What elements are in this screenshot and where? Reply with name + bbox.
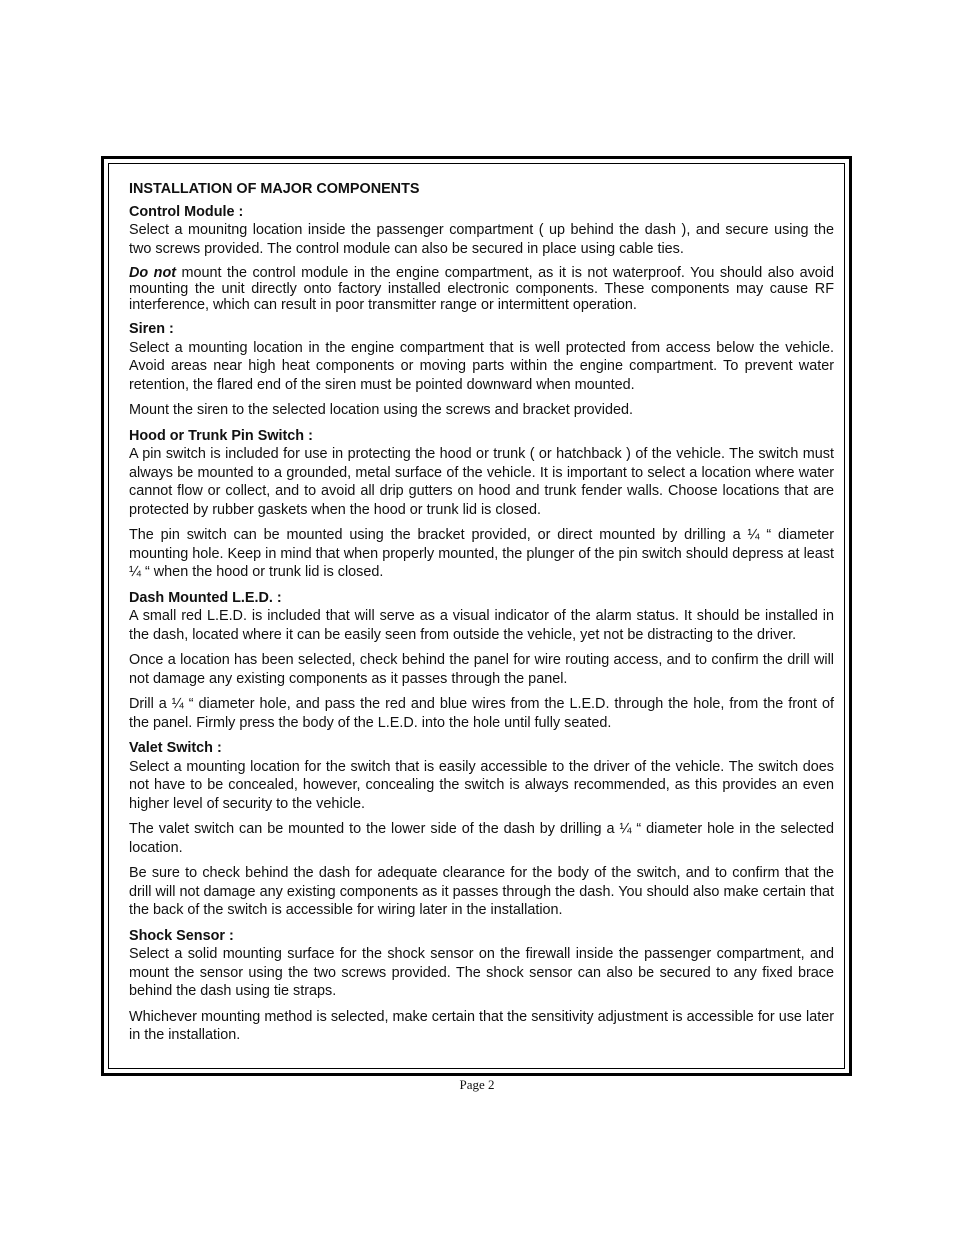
section-siren	[129, 320, 834, 420]
paragraph	[129, 265, 834, 313]
paragraph	[129, 339, 834, 395]
document-body	[129, 180, 834, 1052]
paragraph	[129, 1008, 834, 1045]
section-heading: Shock Sensor :	[129, 927, 234, 944]
paragraph	[129, 221, 834, 258]
paragraph	[129, 401, 834, 420]
section-heading: Hood or Trunk Pin Switch :	[129, 427, 313, 444]
paragraph	[129, 651, 834, 688]
section-control-module	[129, 203, 834, 314]
section-valet-switch	[129, 739, 834, 920]
inner-border-frame	[108, 163, 845, 1069]
emphasis-lead: Do not	[129, 265, 177, 281]
section-heading: Valet Switch :	[129, 740, 222, 756]
paragraph-text: Select a mounting location in the engine compartment that is well protected from access below the vehicle. Avoid areas near high heat components or moving parts within the engine compartment. To prevent water retention, the flared end of the siren must be pointed downward when mounted.	[129, 339, 834, 393]
paragraph-text: Be sure to check behind the dash for adequate clearance for the body of the switch, and to confirm that the drill will not damage any existing components as it passes through the dash. You should also make certain that the back of the switch is accessible for wiring later in the installation.	[129, 865, 834, 918]
section-shock-sensor	[129, 927, 834, 1045]
paragraph	[129, 695, 834, 732]
section-heading: Dash Mounted L.E.D. :	[129, 589, 282, 606]
outer-border-frame	[101, 156, 852, 1076]
paragraph-text: The pin switch can be mounted using the bracket provided, or direct mounted by drilling a ¼ “ diameter mounting hole. Keep in mind that when properly mounted, the plunger of the pin switch should depress at least ¼ “ when the hood or trunk lid is closed.	[129, 527, 834, 580]
section-heading: Siren :	[129, 321, 174, 337]
paragraph-text: Drill a ¼ “ diameter hole, and pass the red and blue wires from the L.E.D. through the hole, from the front of the panel. Firmly press the body of the L.E.D. into the hole until fully seated.	[129, 696, 834, 731]
paragraph-text: Once a location has been selected, check behind the panel for wire routing access, and to confirm the drill will not damage any existing components as it passes through the panel.	[129, 652, 834, 687]
paragraph-text: A pin switch is included for use in protecting the hood or trunk ( or hatchback ) of the vehicle. The switch must always be mounted to a grounded, metal surface of the vehicle. It is important to select a location where water cannot flow or collect, and to avoid all drip gutters on hood and trunk fender walls. Choose locations that are protected by rubber gaskets when the hood or trunk lid is closed.	[129, 446, 834, 518]
paragraph-text: Select a solid mounting surface for the shock sensor on the firewall inside the passenger compartment, and mount the sensor using the two screws provided. The shock sensor can also be secured to any fixed brace behind the dash using tie straps.	[129, 946, 834, 999]
paragraph-text: The valet switch can be mounted to the lower side of the dash by drilling a ¼ “ diameter hole in the selected location.	[129, 821, 834, 856]
paragraph	[129, 758, 834, 814]
paragraph	[129, 945, 834, 1001]
paragraph-text: Select a mounting location for the switch that is easily accessible to the driver of the vehicle. The switch does not have to be concealed, however, concealing the switch is always recommended, as this provides an even higher level of security to the vehicle.	[129, 758, 834, 812]
section-heading: Control Module :	[129, 203, 244, 220]
section-pin-switch	[129, 427, 834, 582]
page-number: Page 2	[459, 1077, 495, 1092]
paragraph	[129, 607, 834, 644]
section-dash-led	[129, 589, 834, 733]
paragraph-text: A small red L.E.D. is included that will serve as a visual indicator of the alarm status. It should be installed in the dash, located where it can be easily seen from outside the vehicle, yet not be distracting to the driver.	[129, 608, 834, 643]
paragraph	[129, 864, 834, 920]
paragraph	[129, 526, 834, 582]
paragraph-text: Mount the siren to the selected location using the screws and bracket provided.	[129, 402, 633, 418]
paragraph	[129, 820, 834, 857]
paragraph-text: Select a mounitng location inside the passenger compartment ( up behind the dash ), and secure using the two screws provided. The control module can also be secured in place using cable ties.	[129, 222, 834, 257]
paragraph-text: Whichever mounting method is selected, make certain that the sensitivity adjustment is accessible for use later in the installation.	[129, 1008, 834, 1043]
document-title: INSTALLATION OF MAJOR COMPONENTS	[129, 181, 420, 197]
paragraph	[129, 445, 834, 519]
paragraph-text: mount the control module in the engine compartment, as it is not waterproof. You should also avoid mounting the unit directly onto factory installed electronic components. These components may cause RF interference, which can result in poor transmitter range or intermittent operation.	[129, 265, 835, 313]
